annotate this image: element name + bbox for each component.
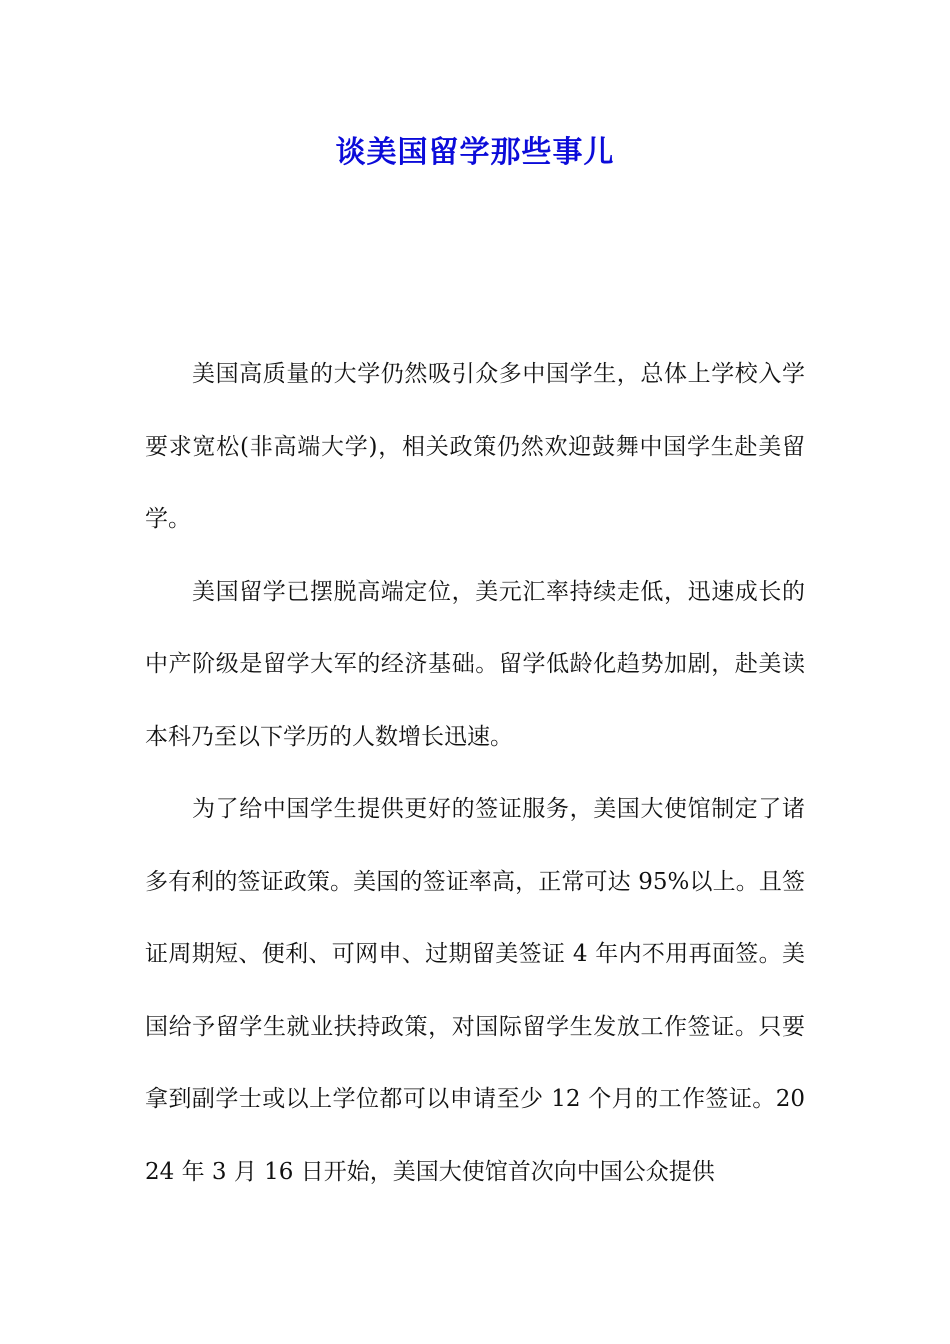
paragraph-2: 美国留学已摆脱高端定位，美元汇率持续走低，迅速成长的中产阶级是留学大军的经济基础。留学低龄化趋势加剧，赴美读本科乃至以下学历的人数增长迅速。 [145, 578, 805, 750]
paragraph-3: 为了给中国学生提供更好的签证服务，美国大使馆制定了诸多有利的签证政策。美国的签证率高，正常可达 95%以上。且签证周期短、便利、可网申、过期留美签证 4 年内不用再面签。美国给予留学生就业扶持政策，对国际留学生发放工作签证。只要拿到副学士或以上学位都可以申请至少 12 个月的工作签证。2024 年 3 月 16 日开始，美国大使馆首次向中国公众提供 [145, 796, 805, 1185]
document-title: 谈美国留学那些事儿 [335, 135, 615, 170]
paragraph-1: 美国高质量的大学仍然吸引众多中国学生，总体上学校入学要求宽松(非高端大学)，相关政策仍然欢迎鼓舞中国学生赴美留学。 [145, 361, 805, 532]
document-body [145, 338, 805, 1208]
